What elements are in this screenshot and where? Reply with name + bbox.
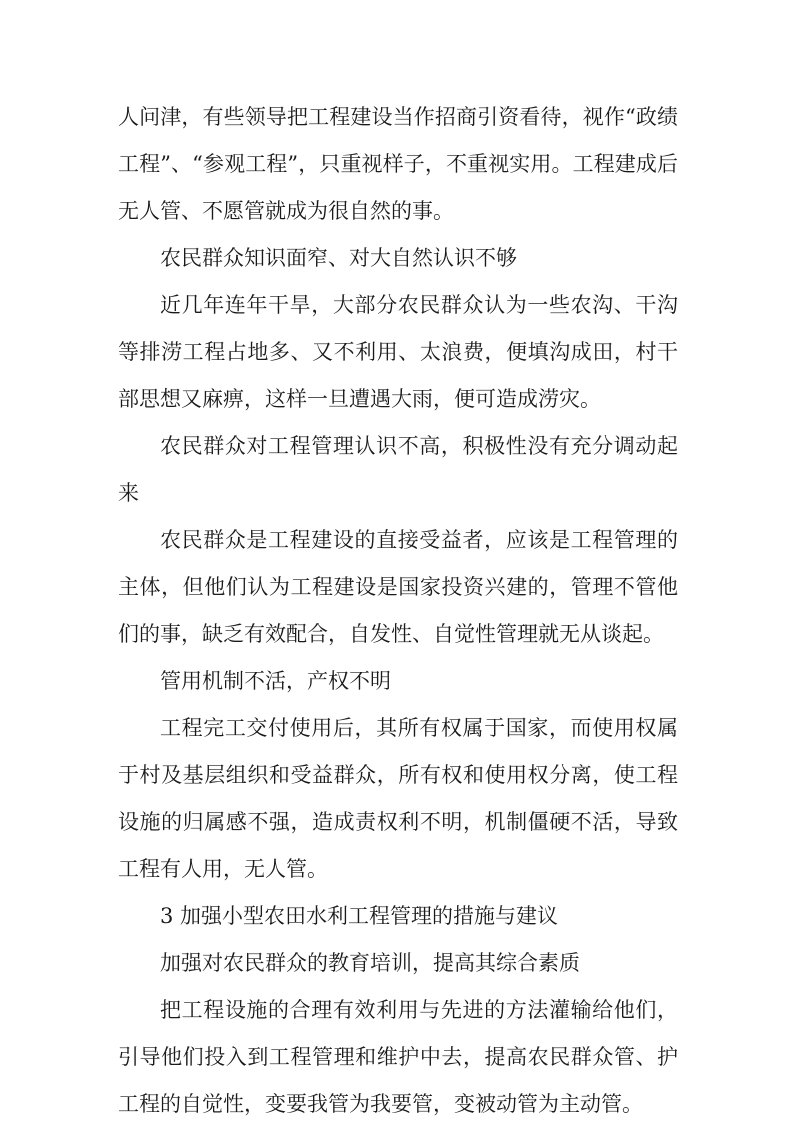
section-heading-measures: 3 加强小型农田水利工程管理的措施与建议 [160,904,559,928]
section-heading-mechanism: 管用机制不活，产权不明 [160,669,391,693]
paragraph-training: 把工程设施的合理有效利用与先进的方法灌输给他们，引导他们投入到工程管理和维护中去，提高农民群众管、护工程的自觉性，变要我管为我要管，变被动管为主动管。 [118,998,678,1116]
section-heading-knowledge: 农民群众知识面窄、对大自然认识不够 [160,246,517,270]
document-body [118,94,678,1128]
paragraph-drought: 近几年连年干旱，大部分农民群众认为一些农沟、干沟等排涝工程占地多、又不利用、太浪费，便填沟成田，村干部思想又麻痹，这样一旦遭遇大雨，便可造成涝灾。 [118,293,678,411]
paragraph-continued: 人问津，有些领导把工程建设当作招商引资看待，视作“政绩工程”、“参观工程”，只重视样子，不重视实用。工程建成后无人管、不愿管就成为很自然的事。 [118,105,678,223]
section-heading-awareness: 农民群众对工程管理认识不高，积极性没有充分调动起来 [118,434,678,505]
paragraph-ownership: 工程完工交付使用后，其所有权属于国家，而使用权属于村及基层组织和受益群众，所有权和使用权分离，使工程设施的归属感不强，造成责权利不明，机制僵硬不活，导致工程有人用，无人管。 [118,716,678,881]
section-heading-education: 加强对农民群众的教育培训，提高其综合素质 [160,951,580,975]
paragraph-beneficiaries: 农民群众是工程建设的直接受益者，应该是工程管理的主体，但他们认为工程建设是国家投资兴建的，管理不管他们的事，缺乏有效配合，自发性、自觉性管理就无从谈起。 [118,528,678,646]
